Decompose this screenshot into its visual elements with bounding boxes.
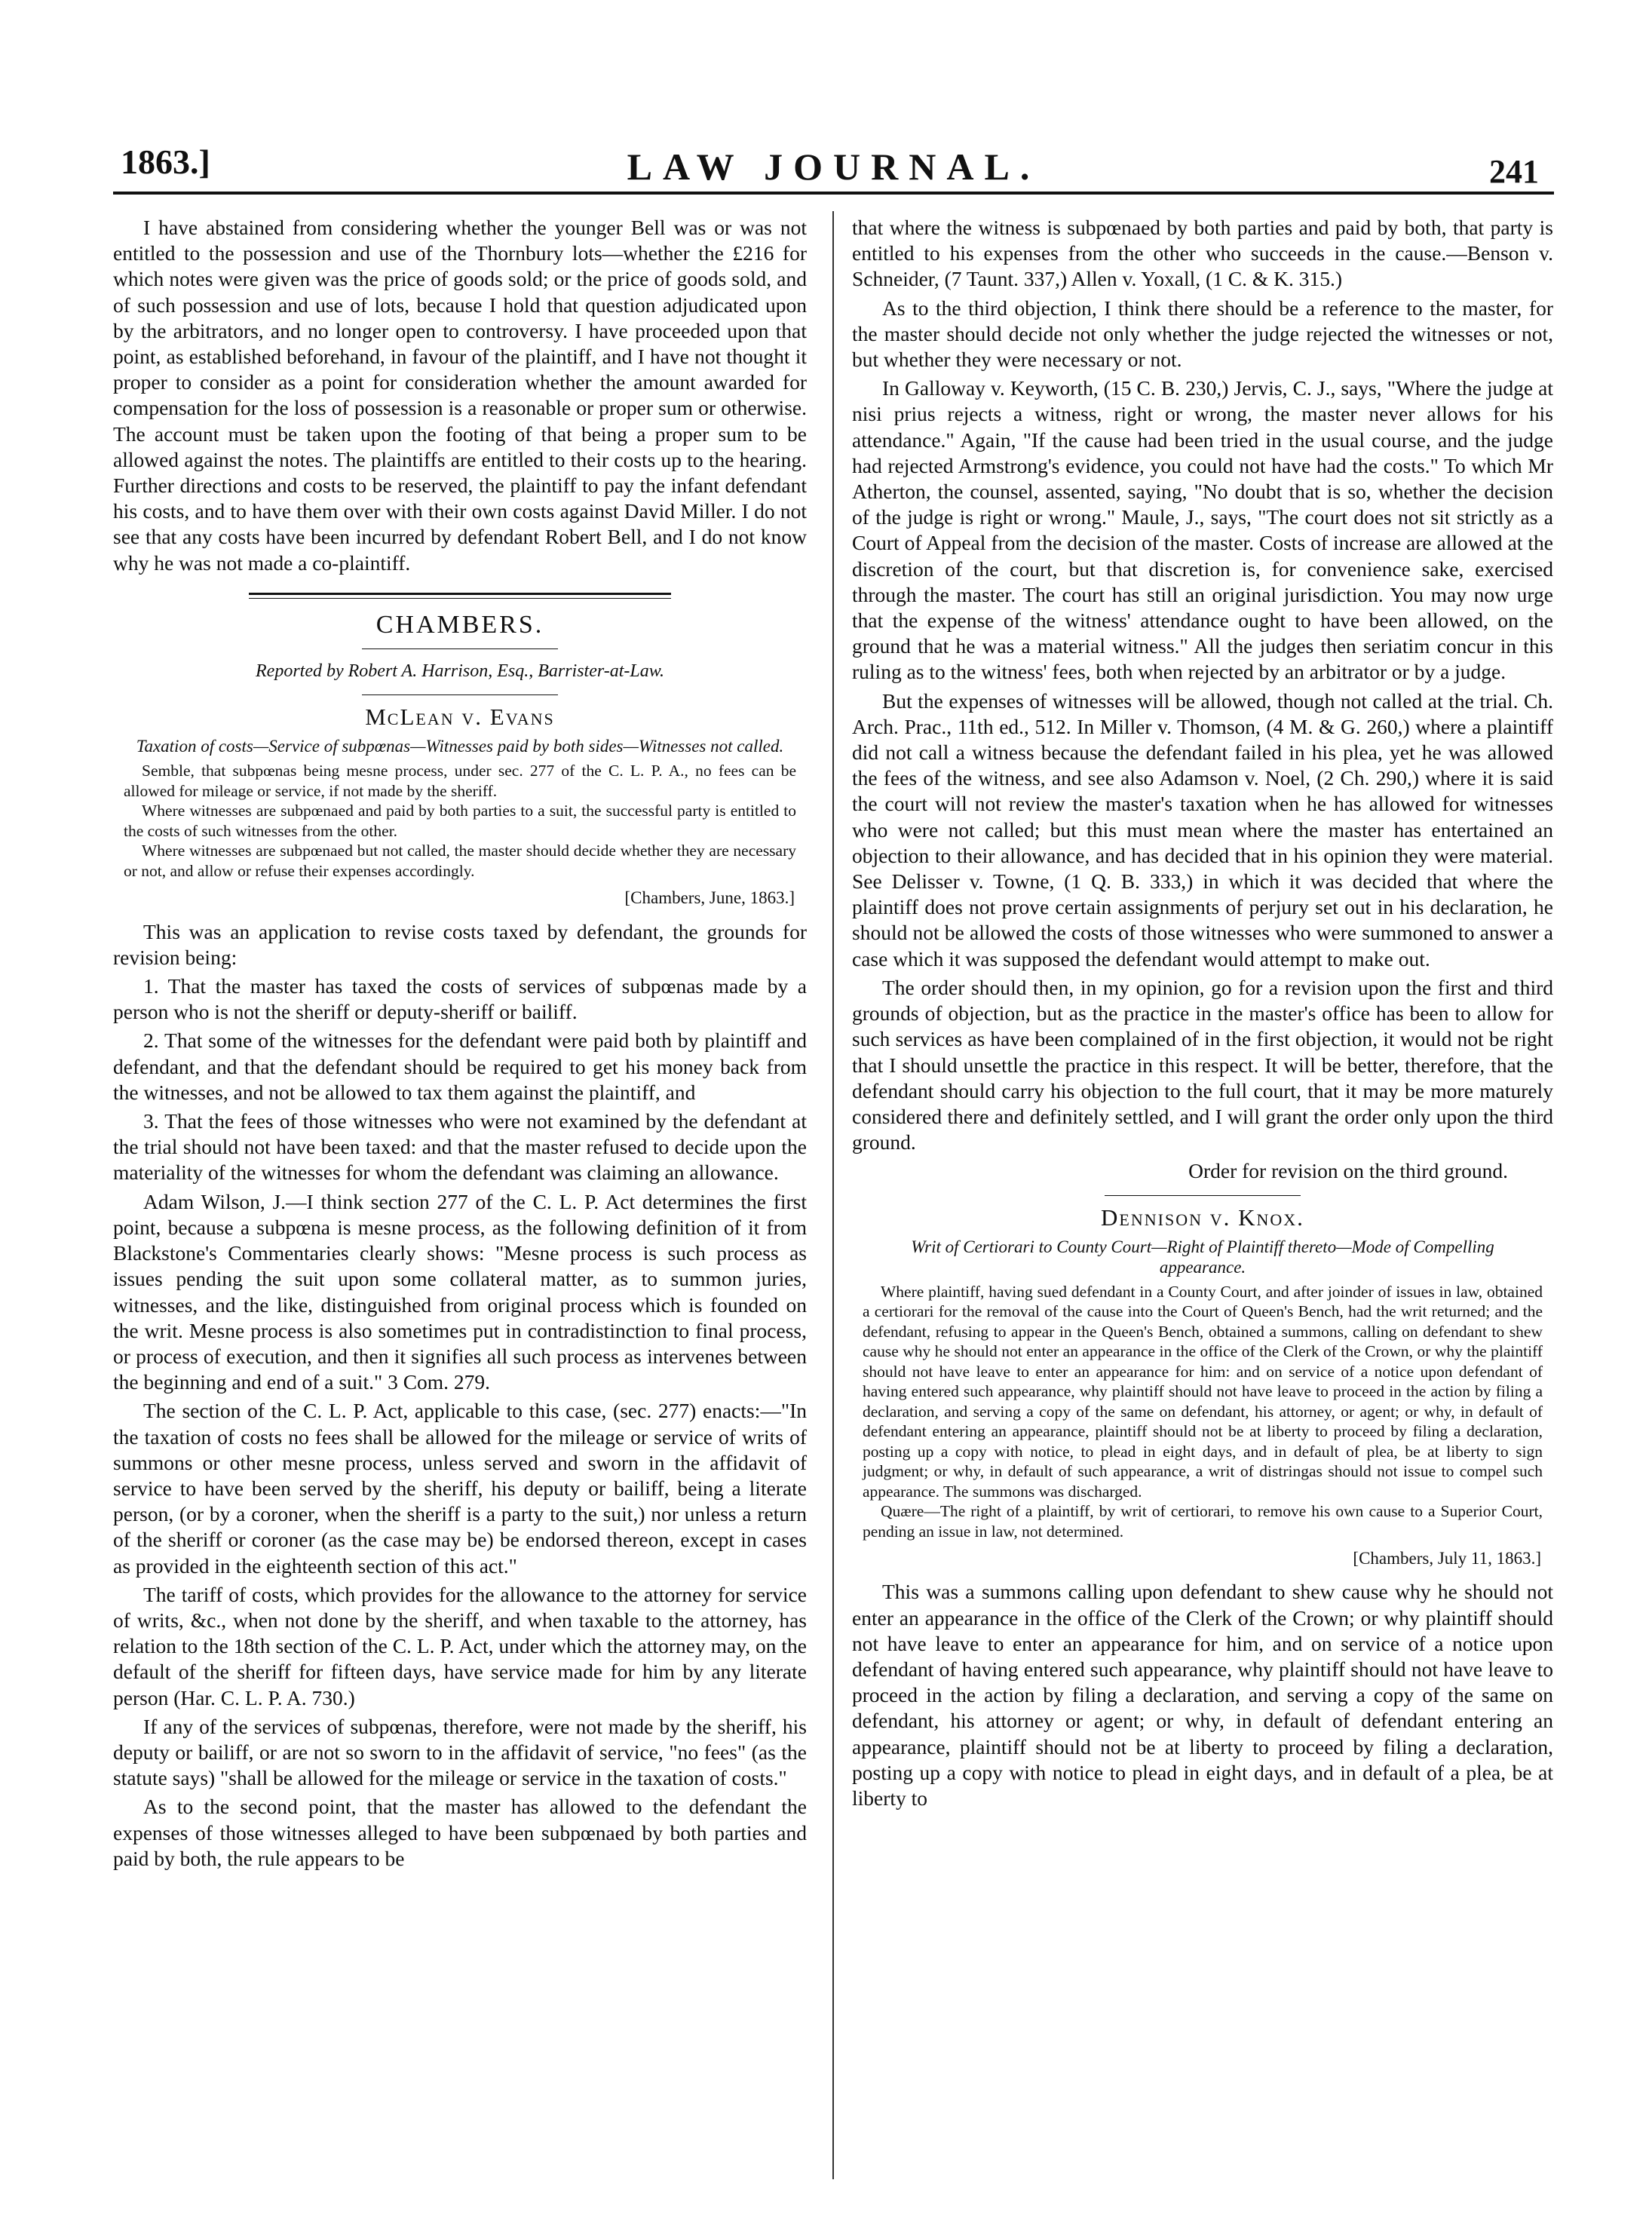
paragraph: This was a summons calling upon defendant to shew cause why he should not enter an appearance in the office of the Clerk of the Crown; or why plaintiff should not have leave to enter an appearance for him, and on service of a notice upon defendant of having entered such appearance, why plaintiff should not have leave to proceed in the action by filing a declaration, and serving a copy of the same on defendant, his attorney or agent; or why, in default of defendant entering an appearance, plaintiff should not be at liberty to proceed by filing a declaration, posting up a copy with notice to plead in eight days, and in default of a plea, be at liberty to bbox=[852, 1580, 1553, 1811]
paragraph: If any of the services of subpœnas, therefore, were not made by the sheriff, his deputy or bailiff, or are not so sworn to in the affidavit of service, "no fees" (as the statute says) "shall be allowed for the mileage or service in the taxation of costs." bbox=[113, 1714, 807, 1790]
case-date: [Chambers, June, 1863.] bbox=[624, 888, 795, 908]
paragraph: I have abstained from considering whether the younger Bell was or was not entitled to the possession and use of the Thornbury lots—whether the £216 for which notes were given was the price of goods sold; or the price of goods sold, and of such possession and use of lots, because I hold that question adjudicated upon by the arbitrators, and no longer open to controversy. I have proceeded upon that point, as established beforehand, in favour of the plaintiff, and I have not thought it proper to consider as a point for consideration whether the amount awarded for compensation for the loss of possession is a reasonable or proper sum or otherwise. The account must be taken upon the footing of that being a proper sum to be allowed against the notes. The plaintiffs are entitled to their costs up to the hearing. Further directions and costs to be reserved, the plaintiff to pay the infant defendant his costs, and to have them over with their own costs against David Miller. I do not see that any costs have been incurred by defendant Robert Bell, and I do not know why he was not made a co-plaintiff. bbox=[113, 216, 807, 575]
case-title: McLean v. Evans bbox=[365, 704, 555, 731]
paragraph: 1. That the master has taxed the costs of services of subpœnas made by a person who is not the sheriff or deputy-sheriff or bailiff. bbox=[113, 974, 807, 1024]
header-rule bbox=[113, 192, 1554, 195]
case-title: Dennison v. Knox. bbox=[1101, 1203, 1304, 1231]
header-title: LAW JOURNAL. bbox=[627, 146, 1041, 188]
column-divider bbox=[832, 211, 834, 2179]
paragraph: As to the third objection, I think there should be a reference to the master, for the master should decide not only whether the judge rejected the witnesses or not, but whether they were necessary or not. bbox=[852, 296, 1553, 372]
paragraph: As to the second point, that the master has allowed to the defendant the expenses of those witnesses alleged to have been subpœnaed by both parties and paid by both, the rule appears to be bbox=[113, 1795, 807, 1870]
short-rule bbox=[362, 694, 558, 695]
right-column bbox=[852, 215, 1553, 1814]
paragraph: The section of the C. L. P. Act, applicable to this case, (sec. 277) enacts:—"In the taxation of costs no fees shall be allowed for the mileage or service of writs of summons or other mesne process, unless served and sworn in the affidavit of service to have been served by the sheriff, his deputy or bailiff, being a literate person, (or by a coroner, when the sheriff is a party to the suit,) nor unless a return of the sheriff or coroner (as the case may be) be endorsed thereon, except in cases as provided in the eighteenth section of this act." bbox=[113, 1399, 807, 1578]
paragraph: Adam Wilson, J.—I think section 277 of the C. L. P. Act determines the first point, because a subpœna is mesne process, as the following definition of it from Blackstone's Commentaries clearly shows: "Mesne process is such process as issues pending the suit upon some collateral matter, as to summon juries, witnesses, and the like, distinguished from original process which is founded on the writ. Mesne process is also sometimes put in contradistinction to final process, or process of execution, and then it signifies all such process as intervenes between the beginning and end of a suit." 3 Com. 279. bbox=[113, 1189, 807, 1394]
paragraph: This was an application to revise costs taxed by defendant, the grounds for revision being: bbox=[113, 919, 807, 969]
page-number: 241 bbox=[1489, 153, 1539, 190]
short-rule bbox=[362, 648, 558, 649]
headnote-item: Where witnesses are subpœnaed but not called, the master should decide whether they are necessary or not, and allow or refuse their expenses accordingly. bbox=[124, 842, 796, 880]
reporter-line: Reported by Robert A. Harrison, Esq., Barrister-at-Law. bbox=[256, 661, 664, 682]
short-rule bbox=[1105, 1195, 1301, 1196]
section-title: CHAMBERS. bbox=[375, 610, 544, 639]
paragraph: The tariff of costs, which provides for the allowance to the attorney for service of writs, &c., when not done by the sheriff, and when taxable to the attorney, has relation to the 18th section of the C. L. P. Act, under which the attorney may, on the default of the sheriff for fifteen days, have service made for him by any literate person (Har. C. L. P. A. 730.) bbox=[113, 1582, 807, 1709]
paragraph: 2. That some of the witnesses for the defendant were paid both by plaintiff and defendant, and that the defendant should be required to get his money back from the witnesses, and not be allowed to tax them against the plaintiff, and bbox=[113, 1029, 807, 1104]
headnote-item: Where witnesses are subpœnaed and paid by both parties to a suit, the successful party is entitled to the costs of such witnesses from the other. bbox=[124, 802, 796, 840]
paragraph: But the expenses of witnesses will be allowed, though not called at the trial. Ch. Arch. Prac., 11th ed., 512. In Miller v. Thomson, (4 M. & G. 260,) where a plaintiff did not call a witness because the defendant failed in his plea, yet he was allowed the fees of the witness, and see also Adamson v. Noel, (2 Ch. 290,) where it is said the court will not review the master's taxation when he has allowed for witnesses who were not called; but this must mean where the master has entertained an objection to their allowance, and has decided that in his opinion they were material. See Delisser v. Towne, (1 Q. B. 333,) in which it was decided that where the plaintiff does not prove certain assignments of perjury set out in his declaration, he should not be allowed the costs of those witnesses who were summoned to answer a case which it was supposed the defendant would attempt to make out. bbox=[852, 688, 1553, 970]
order-line: Order for revision on the third ground. bbox=[1188, 1159, 1508, 1183]
case-date: [Chambers, July 11, 1863.] bbox=[1353, 1549, 1541, 1568]
paragraph: The order should then, in my opinion, go for a revision upon the first and third grounds of objection, but as the practice in the master's office has been to allow for such services as have been complained of in the first objection, it would not be right that I should unsettle the practice in this respect. It will be better, therefore, that the defendant should carry his objection to the full court, that it may be more maturely considered there and definitely settled, and I will grant the order only upon the third ground. bbox=[852, 975, 1553, 1154]
headnote-item: Where plaintiff, having sued defendant in a County Court, and after joinder of issues in law, obtained a certiorari for the removal of the cause into the Court of Queen's Bench, had the writ returned; and the defendant, refusing to appear in the Queen's Bench, obtained a summons, calling on defendant to shew cause why he should not enter an appearance in the office of the Clerk of the Crown, or why the plaintiff should not have leave to enter an appearance for him: and on service of a notice upon defendant of having entered such appearance, why plaintiff should not have leave to proceed in the action by filing a declaration, and serving a copy of the same on defendant, his attorney, or agent; or why, in default of defendant entering an appearance, plaintiff should not be at liberty to proceed by filing a declaration, posting up a copy with notice, to plead in eight days, and in default of plea, be at liberty to sign judgment; or why, in default of such appearance, a writ of distringas should not issue to compel such appearance. The summons was discharged. bbox=[863, 1282, 1543, 1501]
paragraph: 3. That the fees of those witnesses who were not examined by the defendant at the trial should not have been taxed: and that the master refused to decide upon the materiality of the witnesses for whom the defendant was claiming an allowance. bbox=[113, 1109, 807, 1185]
section-rule bbox=[249, 593, 671, 599]
headnote-item: Semble, that subpœnas being mesne process, under sec. 277 of the C. L. P. A., no fees can be allowed for mileage or service, if not made by the sheriff. bbox=[124, 762, 796, 800]
headnote bbox=[124, 761, 796, 881]
left-column bbox=[113, 215, 807, 1875]
case-catchline: Writ of Certiorari to County Court—Right of Plaintiff thereto—Mode of Compelling appearance. bbox=[911, 1237, 1494, 1277]
headnote bbox=[863, 1282, 1543, 1542]
paragraph: that where the witness is subpœnaed by both parties and paid by both, that party is entitled to his expenses from the other who succeeds in the cause.—Benson v. Schneider, (7 Taunt. 337,) Allen v. Yoxall, (1 C. & K. 315.) bbox=[852, 216, 1553, 291]
case-catchline: Taxation of costs—Service of subpœnas—Witnesses paid by both sides—Witnesses not called. bbox=[136, 737, 784, 756]
paragraph: In Galloway v. Keyworth, (15 C. B. 230,) Jervis, C. J., says, "Where the judge at nisi prius rejects a witness, right or wrong, the master never allows for his attendance." Again, "If the cause had been tried in the usual course, and the judge had rejected Armstrong's evidence, you could not have had the costs." To which Mr Atherton, the counsel, assented, saying, "No doubt that is so, whether the decision of the judge is right or wrong." Maule, J., says, "The court does not sit strictly as a Court of Appeal from the decision of the master. Costs of increase are allowed at the discretion of the court, but that discretion is, for convenience sake, exercised through the master. The court has still an original jurisdiction. You may now urge that the expense of the witness' attendance ought to have been allowed, on the ground that he was a material witness." All the judges then seriatim concur in this ruling as to the witness' fees, both when rejected by an arbitrator or by a judge. bbox=[852, 376, 1553, 684]
page-header bbox=[113, 113, 1554, 196]
headnote-item: Quære—The right of a plaintiff, by writ of certiorari, to remove his own cause to a Superior Court, pending an issue in law, not determined. bbox=[863, 1502, 1543, 1541]
header-year: 1863.] bbox=[121, 143, 210, 181]
